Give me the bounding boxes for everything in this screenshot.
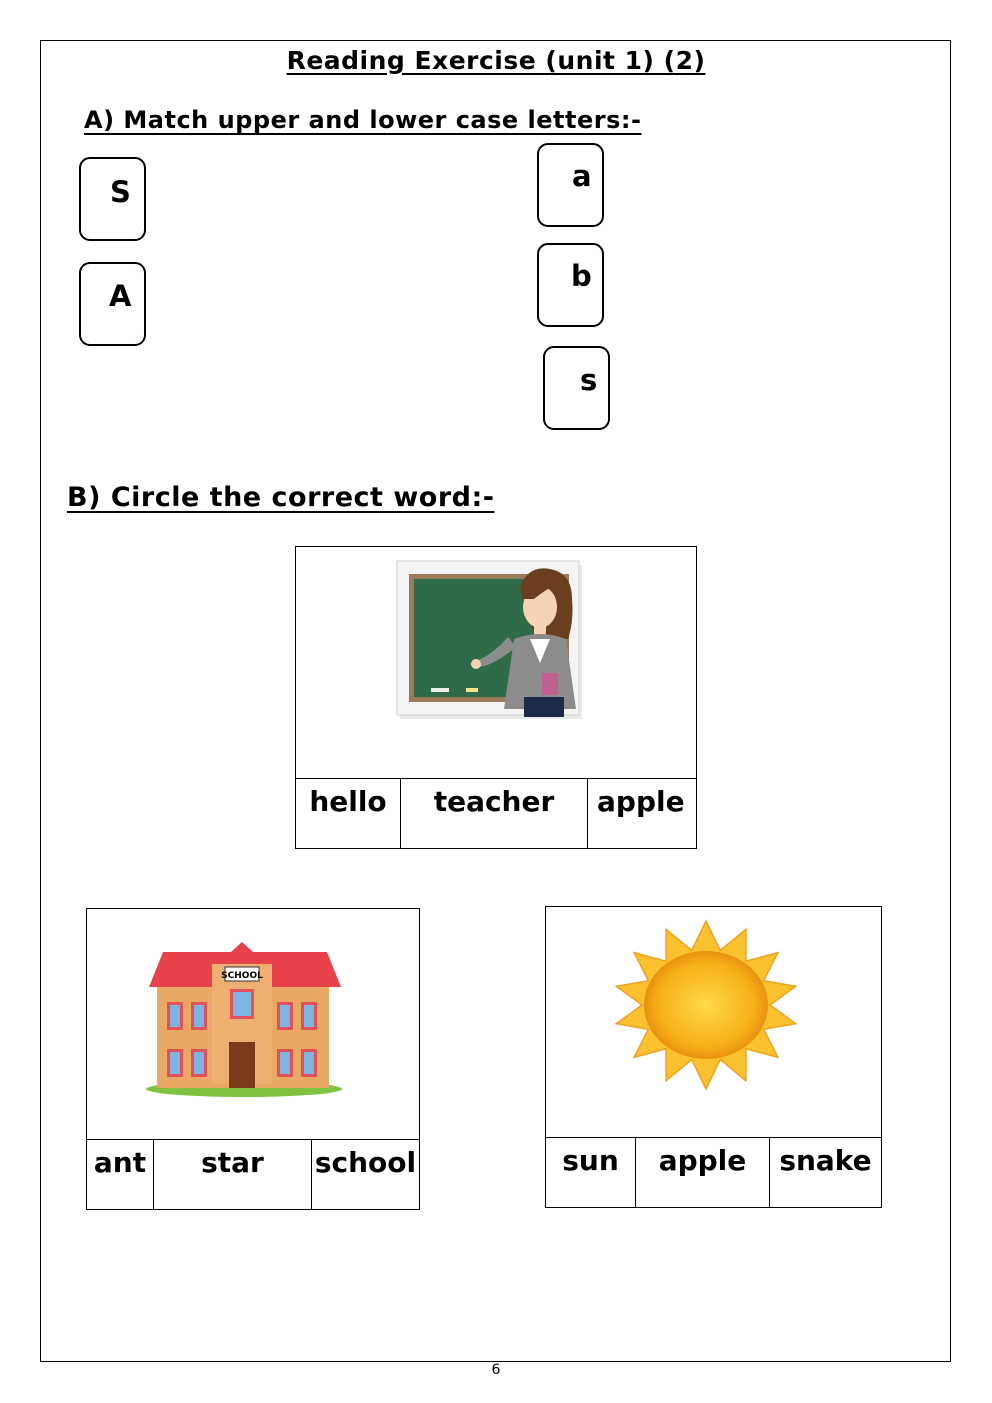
lower-letter-box[interactable]	[543, 346, 610, 430]
lower-letter-box[interactable]	[537, 243, 604, 327]
page-title: Reading Exercise (unit 1) (2)	[286, 46, 706, 75]
letter-label: S	[110, 175, 131, 209]
word-option[interactable]: star	[153, 1140, 311, 1209]
school-sign: SCHOOL	[221, 971, 263, 981]
upper-letter-box[interactable]	[79, 157, 146, 241]
word-choices	[546, 1137, 881, 1207]
page-number: 6	[491, 1362, 501, 1378]
letter-label: b	[571, 259, 592, 293]
word-card-school	[86, 908, 420, 1210]
school-picture	[87, 909, 419, 1141]
word-choices	[296, 778, 696, 848]
section-a-heading: A) Match upper and lower case letters:-	[84, 106, 642, 134]
upper-letter-box[interactable]	[79, 262, 146, 346]
word-card-sun	[545, 906, 882, 1208]
word-option[interactable]: sun	[562, 1144, 619, 1177]
letter-label: a	[572, 159, 592, 193]
letter-label: A	[109, 279, 132, 313]
teacher-picture	[296, 547, 696, 780]
word-option[interactable]: teacher	[400, 779, 587, 848]
word-card-teacher	[295, 546, 697, 849]
word-option[interactable]: ant	[93, 1146, 147, 1179]
word-option[interactable]: apple	[635, 1138, 769, 1207]
word-choices	[87, 1139, 419, 1209]
sun-picture	[546, 907, 881, 1139]
letter-label: s	[580, 363, 598, 397]
section-b-heading: B) Circle the correct word:-	[67, 482, 495, 513]
word-option[interactable]: hello	[309, 785, 387, 818]
word-option[interactable]: snake	[769, 1138, 881, 1207]
word-option[interactable]: school	[311, 1140, 419, 1209]
word-option[interactable]: apple	[587, 779, 696, 848]
lower-letter-box[interactable]	[537, 143, 604, 227]
